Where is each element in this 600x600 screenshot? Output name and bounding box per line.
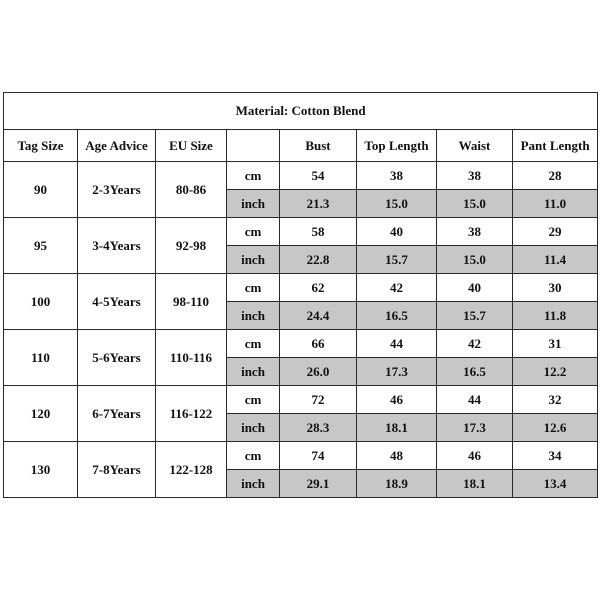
top-length-cm-cell: 44 bbox=[357, 330, 437, 358]
title-row bbox=[4, 93, 598, 130]
tag-size-cell: 120 bbox=[4, 386, 78, 442]
bust-cm-cell: 58 bbox=[280, 218, 357, 246]
unit-cm-label: cm bbox=[227, 442, 280, 470]
unit-inch-label: inch bbox=[227, 302, 280, 330]
top-length-cm-cell: 38 bbox=[357, 162, 437, 190]
bust-inch-cell: 29.1 bbox=[280, 470, 357, 498]
eu-size-cell: 92-98 bbox=[156, 218, 227, 274]
unit-cm-label: cm bbox=[227, 386, 280, 414]
header-waist: Waist bbox=[437, 130, 513, 162]
waist-inch-cell: 15.0 bbox=[437, 190, 513, 218]
pant-length-inch-cell: 13.4 bbox=[513, 470, 598, 498]
age-advice-cell: 6-7Years bbox=[78, 386, 156, 442]
pant-length-cm-cell: 29 bbox=[513, 218, 598, 246]
tag-size-cell: 100 bbox=[4, 274, 78, 330]
bust-cm-cell: 74 bbox=[280, 442, 357, 470]
pant-length-inch-cell: 12.2 bbox=[513, 358, 598, 386]
top-length-cm-cell: 42 bbox=[357, 274, 437, 302]
header-age-advice: Age Advice bbox=[78, 130, 156, 162]
bust-inch-cell: 21.3 bbox=[280, 190, 357, 218]
size-chart-table bbox=[3, 92, 598, 498]
age-advice-cell: 5-6Years bbox=[78, 330, 156, 386]
top-length-inch-cell: 17.3 bbox=[357, 358, 437, 386]
header-bust: Bust bbox=[280, 130, 357, 162]
waist-cm-cell: 38 bbox=[437, 162, 513, 190]
tag-size-cell: 130 bbox=[4, 442, 78, 498]
waist-inch-cell: 16.5 bbox=[437, 358, 513, 386]
tag-size-cell: 90 bbox=[4, 162, 78, 218]
top-length-cm-cell: 48 bbox=[357, 442, 437, 470]
pant-length-inch-cell: 12.6 bbox=[513, 414, 598, 442]
header-unit bbox=[227, 130, 280, 162]
header-row bbox=[4, 130, 598, 162]
pant-length-cm-cell: 30 bbox=[513, 274, 598, 302]
pant-length-cm-cell: 31 bbox=[513, 330, 598, 358]
size-row-cm bbox=[4, 330, 598, 358]
header-top-length: Top Length bbox=[357, 130, 437, 162]
header-tag-size: Tag Size bbox=[4, 130, 78, 162]
age-advice-cell: 3-4Years bbox=[78, 218, 156, 274]
top-length-inch-cell: 15.0 bbox=[357, 190, 437, 218]
pant-length-cm-cell: 32 bbox=[513, 386, 598, 414]
size-row-cm bbox=[4, 218, 598, 246]
age-advice-cell: 2-3Years bbox=[78, 162, 156, 218]
unit-inch-label: inch bbox=[227, 470, 280, 498]
unit-inch-label: inch bbox=[227, 414, 280, 442]
unit-cm-label: cm bbox=[227, 330, 280, 358]
top-length-inch-cell: 16.5 bbox=[357, 302, 437, 330]
top-length-inch-cell: 18.1 bbox=[357, 414, 437, 442]
size-row-cm bbox=[4, 162, 598, 190]
eu-size-cell: 110-116 bbox=[156, 330, 227, 386]
unit-inch-label: inch bbox=[227, 358, 280, 386]
waist-inch-cell: 18.1 bbox=[437, 470, 513, 498]
unit-inch-label: inch bbox=[227, 246, 280, 274]
bust-cm-cell: 72 bbox=[280, 386, 357, 414]
top-length-cm-cell: 40 bbox=[357, 218, 437, 246]
pant-length-inch-cell: 11.8 bbox=[513, 302, 598, 330]
eu-size-cell: 98-110 bbox=[156, 274, 227, 330]
waist-cm-cell: 44 bbox=[437, 386, 513, 414]
pant-length-cm-cell: 34 bbox=[513, 442, 598, 470]
unit-inch-label: inch bbox=[227, 190, 280, 218]
unit-cm-label: cm bbox=[227, 162, 280, 190]
bust-inch-cell: 24.4 bbox=[280, 302, 357, 330]
bust-cm-cell: 62 bbox=[280, 274, 357, 302]
unit-cm-label: cm bbox=[227, 218, 280, 246]
eu-size-cell: 116-122 bbox=[156, 386, 227, 442]
bust-inch-cell: 28.3 bbox=[280, 414, 357, 442]
waist-cm-cell: 46 bbox=[437, 442, 513, 470]
chart-title: Material: Cotton Blend bbox=[4, 93, 598, 130]
pant-length-cm-cell: 28 bbox=[513, 162, 598, 190]
tag-size-cell: 110 bbox=[4, 330, 78, 386]
age-advice-cell: 4-5Years bbox=[78, 274, 156, 330]
top-length-inch-cell: 18.9 bbox=[357, 470, 437, 498]
waist-cm-cell: 38 bbox=[437, 218, 513, 246]
header-eu-size: EU Size bbox=[156, 130, 227, 162]
pant-length-inch-cell: 11.0 bbox=[513, 190, 598, 218]
bust-inch-cell: 26.0 bbox=[280, 358, 357, 386]
waist-inch-cell: 15.0 bbox=[437, 246, 513, 274]
size-row-cm bbox=[4, 274, 598, 302]
pant-length-inch-cell: 11.4 bbox=[513, 246, 598, 274]
bust-cm-cell: 54 bbox=[280, 162, 357, 190]
size-row-cm bbox=[4, 386, 598, 414]
header-pant-length: Pant Length bbox=[513, 130, 598, 162]
bust-inch-cell: 22.8 bbox=[280, 246, 357, 274]
waist-inch-cell: 17.3 bbox=[437, 414, 513, 442]
age-advice-cell: 7-8Years bbox=[78, 442, 156, 498]
eu-size-cell: 122-128 bbox=[156, 442, 227, 498]
unit-cm-label: cm bbox=[227, 274, 280, 302]
eu-size-cell: 80-86 bbox=[156, 162, 227, 218]
bust-cm-cell: 66 bbox=[280, 330, 357, 358]
waist-inch-cell: 15.7 bbox=[437, 302, 513, 330]
tag-size-cell: 95 bbox=[4, 218, 78, 274]
size-row-cm bbox=[4, 442, 598, 470]
waist-cm-cell: 42 bbox=[437, 330, 513, 358]
top-length-inch-cell: 15.7 bbox=[357, 246, 437, 274]
waist-cm-cell: 40 bbox=[437, 274, 513, 302]
top-length-cm-cell: 46 bbox=[357, 386, 437, 414]
